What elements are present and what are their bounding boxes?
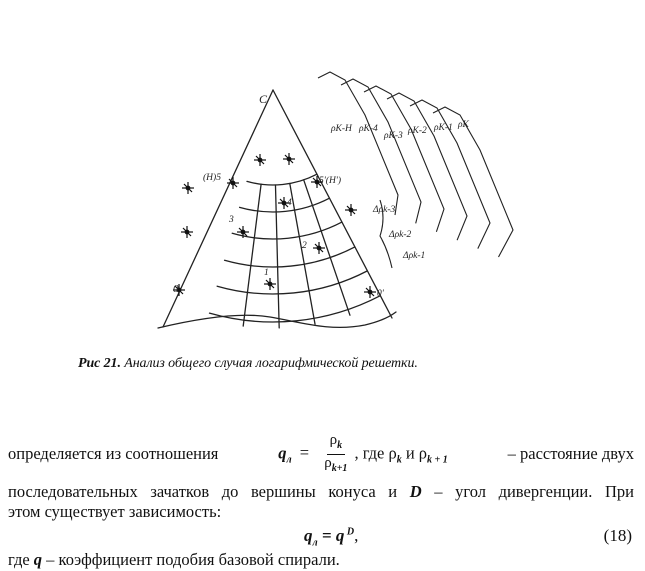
fraction-denominator: $\rho_{k+1}$ xyxy=(324,454,348,474)
lattice-radial-line xyxy=(275,185,279,328)
line1-intro: определяется из соотношения xyxy=(8,444,219,463)
rho-k-n-label: ρK-H xyxy=(331,124,352,134)
paragraph-line-2: последовательных зачатков до вершины конуса и D – угол дивергенции. При xyxy=(8,482,634,501)
paragraph-line-3: этом существует зависимость: xyxy=(8,502,222,521)
rho-k-4-label: ρK-4 xyxy=(359,124,378,134)
star-point-dot xyxy=(231,181,235,185)
equation-18 xyxy=(8,526,634,548)
rho-fraction xyxy=(321,432,350,477)
drho-k-2-label: Δρk-2 xyxy=(389,230,412,240)
caption-text: Анализ общего случая логарифмической решетки. xyxy=(120,356,418,371)
lattice-arc xyxy=(210,296,381,322)
star-point-dot xyxy=(368,290,372,294)
lattice-radial-line xyxy=(290,184,315,325)
apex-label: C xyxy=(259,92,268,106)
right-point-label: 0' xyxy=(377,289,384,299)
rho-k-2-label: ρK-2 xyxy=(408,126,427,136)
star-point-dot xyxy=(317,246,321,250)
equals-sign: = xyxy=(299,442,310,462)
rho-k1-sub: k + 1 xyxy=(427,454,448,466)
star-point-dot xyxy=(349,208,353,212)
star-point-dot xyxy=(282,201,286,205)
fraction-numerator: $\rho_k$ xyxy=(327,432,346,455)
line1-end: – расстояние двух xyxy=(507,444,634,463)
lattice-radial-line xyxy=(243,184,261,326)
rho-k-1-label: ρK-1 xyxy=(434,123,453,133)
caption-label: Рис 21. xyxy=(78,356,121,371)
left-point-label: 0 xyxy=(173,283,179,295)
line1-and: и ρ xyxy=(401,442,428,462)
star-point-dot xyxy=(185,230,189,234)
rho-k-3-label: ρK-3 xyxy=(384,131,403,141)
rho-bracket-line xyxy=(318,72,398,215)
figure-caption xyxy=(78,356,598,372)
top-right-label: 5'(H') xyxy=(319,176,342,186)
paragraph-line-4: где q – коэффициент подобия базовой спирали. xyxy=(8,550,340,569)
star-point-dot xyxy=(241,230,245,234)
equation-body: $q_л = q$ $^D$, xyxy=(304,526,359,549)
q-coefficient-symbol: q xyxy=(33,550,43,569)
star-point-dot xyxy=(287,157,291,161)
cone-base-curve xyxy=(158,312,396,328)
point-1-label: 1 xyxy=(264,268,269,278)
drho-k-3-label: Δρk-3 xyxy=(373,205,396,215)
lattice-arc xyxy=(217,271,367,294)
lattice-arc xyxy=(225,247,355,267)
top-left-label: (H)5 xyxy=(203,173,221,183)
point-4-label: 4 xyxy=(287,198,292,208)
q-symbol: q xyxy=(278,442,287,462)
q-subscript: л xyxy=(286,454,292,466)
rho-k-sub: k xyxy=(396,454,402,466)
equation-number: (18) xyxy=(603,526,632,545)
star-point-dot xyxy=(268,282,272,286)
lattice-arc xyxy=(247,174,317,185)
point-2-label: 2 xyxy=(302,241,307,251)
line1-where: , где ρ xyxy=(354,442,397,462)
d-symbol: D xyxy=(409,482,422,501)
paragraph-line-1 xyxy=(8,431,634,474)
drho-k-1-label: Δρk-1 xyxy=(403,251,426,261)
star-point-dot xyxy=(186,186,190,190)
rho-k-label: ρK xyxy=(458,120,469,130)
star-point-dot xyxy=(258,158,262,162)
ratio-formula xyxy=(278,432,447,477)
lattice-arc xyxy=(232,222,342,239)
point-3-label: 3 xyxy=(229,215,234,225)
